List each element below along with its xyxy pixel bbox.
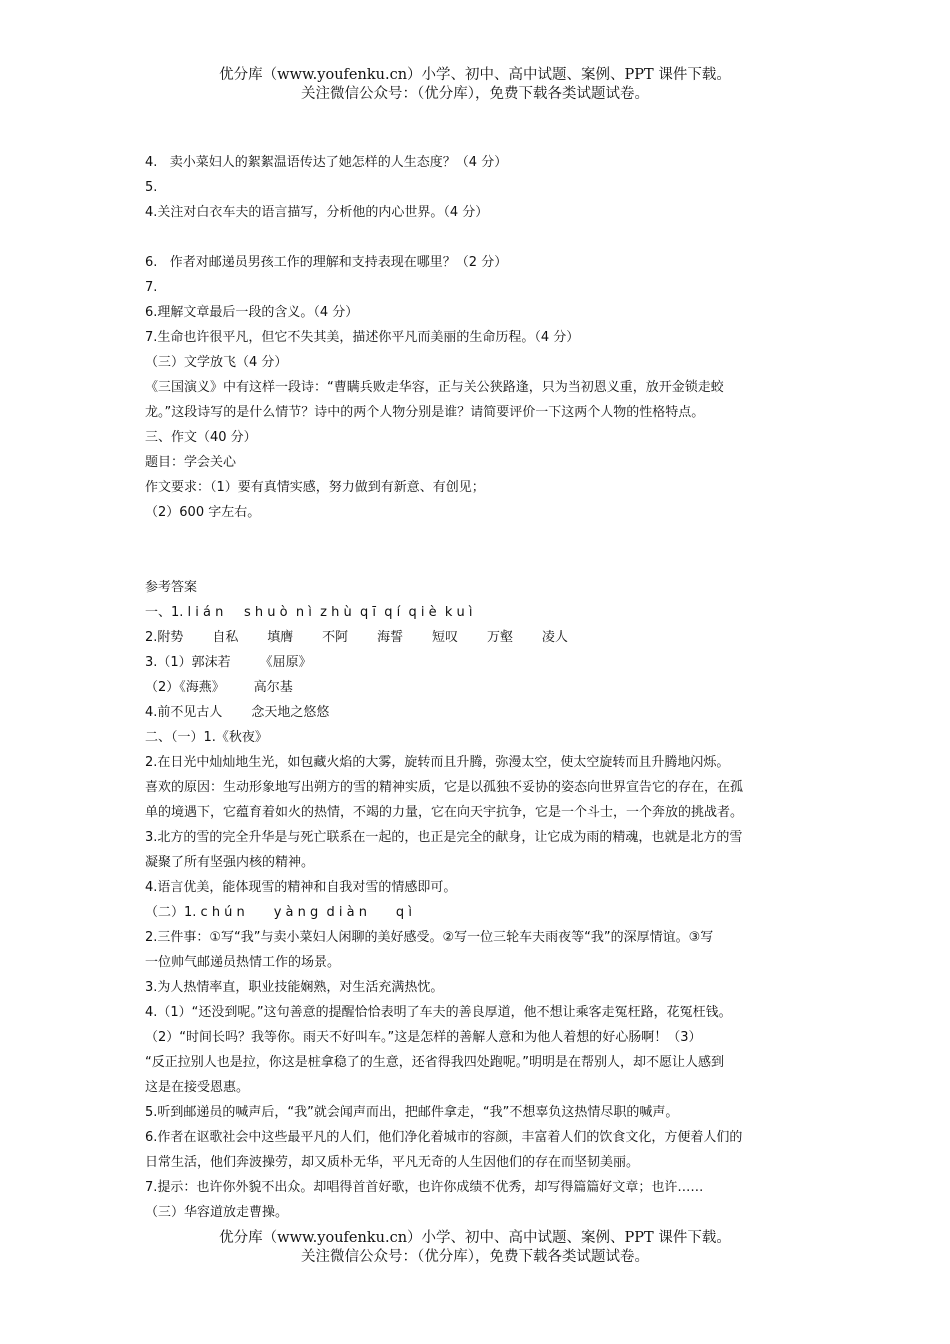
- question-line: 4. 卖小菜妇人的絮絮温语传达了她怎样的人生态度？（4 分）: [145, 155, 508, 170]
- answer-line: 4.（1）“还没到呢。”这句善意的提醒恰恰表明了车夫的善良厚道，他不想让乘客走冤枉路，花冤枉钱。: [145, 1005, 732, 1020]
- header-line-1: 优分库（www.youfenku.cn）小学、初中、高中试题、案例、PPT 课件下载。: [219, 67, 731, 83]
- questions-section-2: [145, 250, 815, 525]
- question-line: 6. 作者对邮递员男孩工作的理解和支持表现在哪里？（2 分）: [145, 255, 508, 270]
- header-line-2: 关注微信公众号：（优分库），免费下载各类试题试卷。: [301, 86, 649, 102]
- answer-line: （2）《海燕》 高尔基: [145, 680, 293, 695]
- question-line: （三）文学放飞（4 分）: [145, 355, 288, 370]
- answer-line: 7.提示：也许你外貌不出众。却唱得首首好歌，也许你成绩不优秀，却写得篇篇好文章；也许……: [145, 1180, 704, 1195]
- footer-line-2: 关注微信公众号：（优分库），免费下载各类试题试卷。: [301, 1249, 649, 1265]
- blank-space: [145, 525, 815, 575]
- footer-line-1: 优分库（www.youfenku.cn）小学、初中、高中试题、案例、PPT 课件下载。: [219, 1230, 731, 1246]
- answer-line: （二）1. c h ú n y à n g d i à n q ì: [145, 905, 412, 920]
- answer-line: 3.（1）郭沫若 《屈原》: [145, 655, 312, 670]
- blank-line: [145, 225, 815, 250]
- question-line: （2）600 字左右。: [145, 505, 261, 520]
- answer-line: 2.三件事：①写“我”与卖小菜妇人闲聊的美好感受。②写一位三轮车夫雨夜等“我”的深厚情谊。③写: [145, 930, 714, 945]
- answer-line: 5.听到邮递员的喊声后，“我”就会闻声而出，把邮件拿走，“我”不想辜负这热情尽职的喊声。: [145, 1105, 679, 1120]
- answer-line: 喜欢的原因：生动形象地写出朔方的雪的精神实质，它是以孤独不妥协的姿态向世界宣告它的存在，在孤: [145, 780, 744, 795]
- answer-line: 4.语言优美，能体现雪的精神和自我对雪的情感即可。: [145, 880, 457, 895]
- answer-line: 2.在日光中灿灿地生光，如包藏火焰的大雾，旋转而且升腾，弥漫太空，使太空旋转而且升腾地闪烁。: [145, 755, 730, 770]
- question-line: 7.生命也许很平凡，但它不失其美，描述你平凡而美丽的生命历程。（4 分）: [145, 330, 580, 345]
- question-line: 龙。”这段诗写的是什么情节？诗中的两个人物分别是谁？请简要评价一下这两个人物的性格特点。: [145, 405, 705, 420]
- questions-section-1: [145, 150, 815, 225]
- answer-line: 这是在接受恩惠。: [145, 1080, 250, 1095]
- answers-title: 参考答案: [145, 580, 198, 595]
- answer-line: 凝聚了所有坚强内核的精神。: [145, 855, 315, 870]
- question-line: 作文要求：（1）要有真情实感，努力做到有新意、有创见；: [145, 480, 485, 495]
- answer-line: 日常生活，他们奔波操劳，却又质朴无华，平凡无奇的人生因他们的存在而坚韧美丽。: [145, 1155, 640, 1170]
- answer-line: （2）“时间长吗？我等你。雨天不好叫车。”这是怎样的善解人意和为他人着想的好心肠啊！（3）: [145, 1030, 702, 1045]
- question-line: 7.: [145, 280, 158, 295]
- answer-line: 6.作者在讴歌社会中这些最平凡的人们，他们净化着城市的容颜，丰富着人们的饮食文化，方便着人们的: [145, 1130, 743, 1145]
- question-line: 题目：学会关心: [145, 455, 237, 470]
- document-body: [145, 150, 815, 1225]
- answer-line: 一位帅气邮递员热情工作的场景。: [145, 955, 341, 970]
- answer-line: 4.前不见古人 念天地之悠悠: [145, 705, 330, 720]
- question-line: 《三国演义》中有这样一段诗：“曹瞒兵败走华容，正与关公狭路逢，只为当初恩义重，放开金锁走蛟: [145, 380, 724, 395]
- answer-line: 3.为人热情率直，职业技能娴熟，对生活充满热忱。: [145, 980, 444, 995]
- page-header: [0, 66, 950, 104]
- answer-line: （三）华容道放走曹操。: [145, 1205, 289, 1220]
- question-line: 4.关注对白衣车夫的语言描写，分析他的内心世界。（4 分）: [145, 205, 489, 220]
- answer-line: 单的境遇下，它蕴育着如火的热情，不竭的力量，它在向天宇抗争，它是一个斗士，一个奔放的挑战者。: [145, 805, 744, 820]
- answer-line: “反正拉别人也是拉，你这是桩拿稳了的生意，还省得我四处跑呢。”明明是在帮别人，却不愿让人感到: [145, 1055, 724, 1070]
- answer-line: 3.北方的雪的完全升华是与死亡联系在一起的，也正是完全的献身，让它成为雨的精魂，也就是北方的雪: [145, 830, 743, 845]
- answer-line: 2.附势 自私 填膺 不阿 海誓 短叹 万壑 凌人: [145, 630, 568, 645]
- answer-line: 二、（一）1.《秋夜》: [145, 730, 268, 745]
- question-line: 5.: [145, 180, 158, 195]
- page-footer: [0, 1229, 950, 1267]
- question-line: 三、作文（40 分）: [145, 430, 257, 445]
- answer-line: 一、1. l i á n s h u ò n ì z h ù q ī q í q i è k u ì: [145, 605, 473, 620]
- answers-section: [145, 575, 815, 1225]
- question-line: 6.理解文章最后一段的含义。（4 分）: [145, 305, 359, 320]
